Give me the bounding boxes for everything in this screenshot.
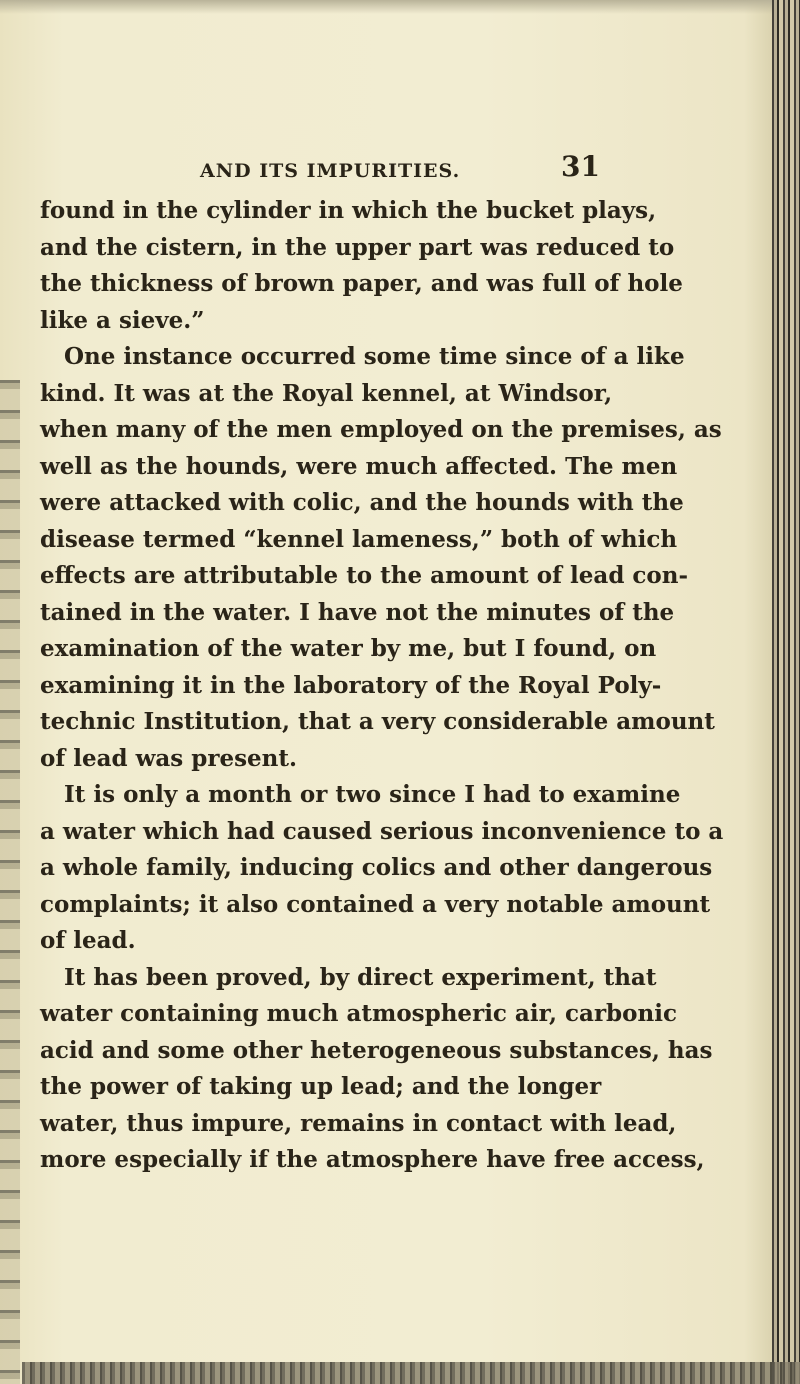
text-line: when many of the men employed on the premises, as	[40, 416, 722, 443]
page-number: 31	[561, 150, 600, 183]
text-line: complaints; it also contained a very notable amount	[40, 890, 711, 918]
text-line: water, thus impure, remains in contact with lead,	[40, 1109, 677, 1137]
text-line: effects are attributable to the amount of lead con-	[40, 562, 689, 589]
left-page-edge	[0, 380, 20, 1384]
text-line: were attacked with colic, and the hounds with the	[40, 489, 684, 516]
running-head: AND ITS IMPURITIES.	[200, 160, 461, 182]
text-line: technic Institution, that a very considerable amount	[40, 708, 715, 735]
text-line: of lead.	[40, 927, 136, 954]
text-line: It is only a month or two since I had to examine	[64, 781, 681, 808]
text-line: One instance occurred some time since of a like	[64, 343, 685, 370]
text-line: disease termed “kennel lameness,” both of which	[40, 525, 678, 553]
text-line: and the cistern, in the upper part was reduced to	[40, 233, 675, 261]
text-line: more especially if the atmosphere have free access,	[40, 1146, 705, 1173]
text-line: examination of the water by me, but I found, on	[40, 635, 657, 662]
text-line: well as the hounds, were much affected. The men	[40, 452, 678, 480]
text-line: It has been proved, by direct experiment, that	[64, 963, 657, 991]
text-line: tained in the water. I have not the minutes of the	[40, 598, 675, 626]
page-header	[40, 150, 600, 190]
text-line: a water which had caused serious inconvenience to a	[40, 817, 724, 845]
body-text	[40, 193, 724, 1179]
text-line: found in the cylinder in which the bucket plays,	[40, 197, 657, 224]
text-line: the power of taking up lead; and the longer	[40, 1073, 602, 1100]
text-line: of lead was present.	[40, 744, 298, 772]
text-line: acid and some other heterogeneous substances, has	[40, 1036, 713, 1064]
text-line: a whole family, inducing colics and other dangerous	[40, 854, 713, 881]
text-line: water containing much atmospheric air, carbonic	[40, 1000, 677, 1027]
text-line: like a sieve.”	[40, 306, 205, 334]
right-page-edges	[772, 0, 800, 1384]
page-top-shadow	[0, 0, 800, 14]
text-line: the thickness of brown paper, and was full of hole	[40, 270, 683, 297]
bottom-page-edge	[22, 1362, 800, 1384]
text-line: kind. It was at the Royal kennel, at Windsor,	[40, 379, 613, 407]
text-line: examining it in the laboratory of the Royal Poly-	[40, 671, 662, 699]
